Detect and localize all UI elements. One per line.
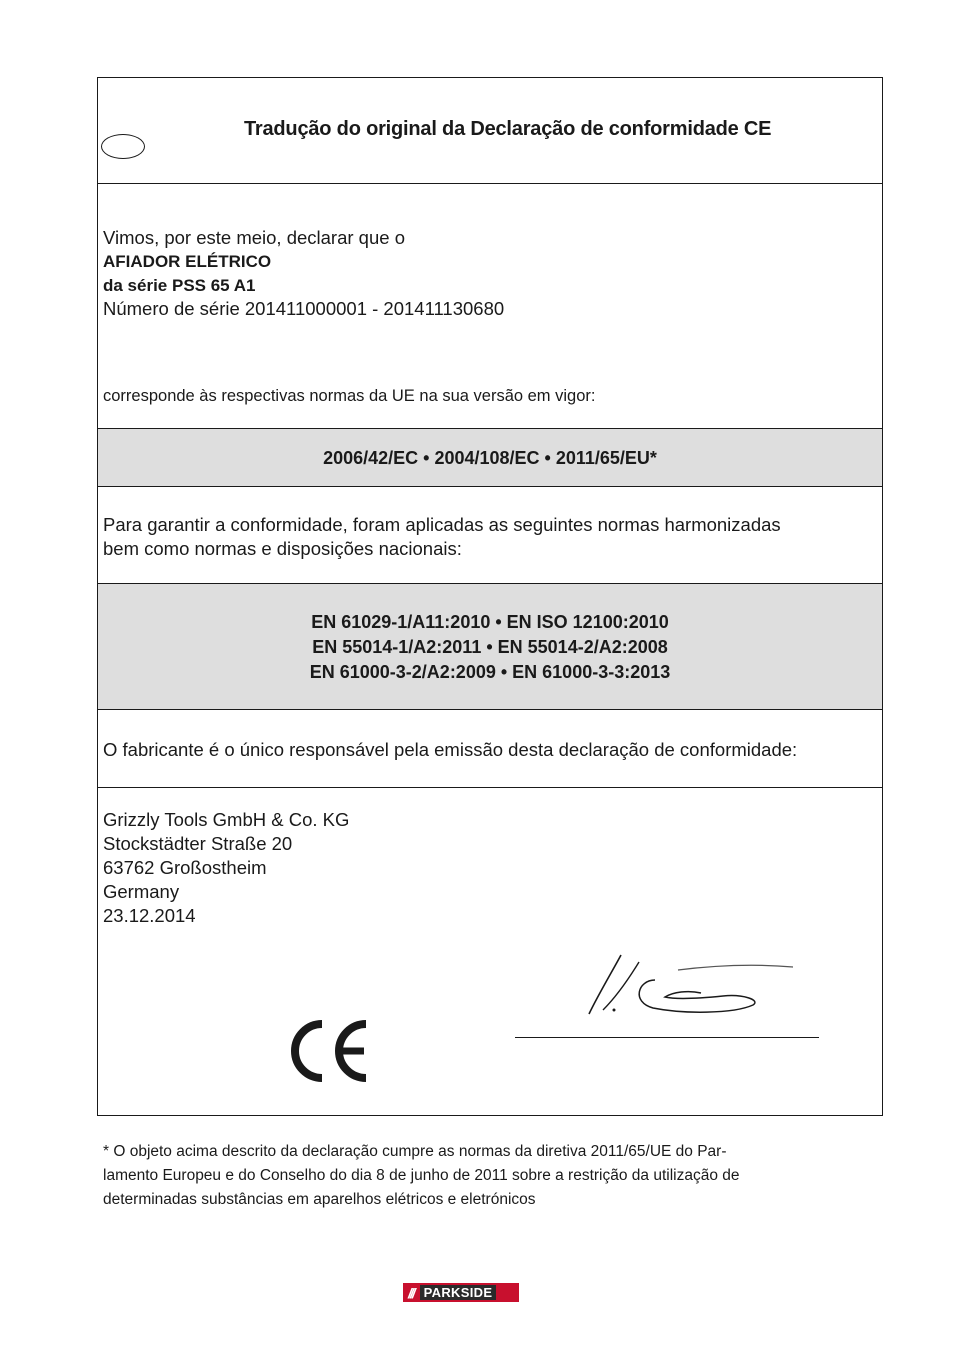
harmonized-intro-line1: Para garantir a conformidade, foram aplicadas as seguintes normas harmonizadas xyxy=(103,514,781,535)
standards-line: EN 61000-3-2/A2:2009 • EN 61000-3-3:2013 xyxy=(309,662,671,682)
harmonized-intro-section xyxy=(98,487,882,584)
page-title: Tradução do original da Declaração de conformidade CE xyxy=(244,118,772,140)
directives-section xyxy=(98,429,882,487)
ce-mark-icon xyxy=(286,1016,372,1086)
signature-image xyxy=(583,950,798,1020)
product-series: da série PSS 65 A1 xyxy=(103,276,256,295)
footnote-line: * O objeto acima descrito da declaração cumpre as normas da diretiva 2011/65/UE do Par- xyxy=(103,1143,727,1160)
serial-number: Número de série 201411000001 - 201411130680 xyxy=(103,298,505,319)
responsibility-statement: O fabricante é o único responsável pela emissão desta declaração de conformidade: xyxy=(103,739,798,760)
logo-wordmark: PARKSIDE xyxy=(420,1285,497,1300)
manufacturer-company: Grizzly Tools GmbH & Co. KG xyxy=(103,809,350,830)
directives-list: 2006/42/EC • 2004/108/EC • 2011/65/EU* xyxy=(323,448,657,468)
product-name: AFIADOR ELÉTRICO xyxy=(103,252,272,271)
logo-slashes: /// xyxy=(408,1284,414,1301)
parkside-logo xyxy=(403,1283,519,1302)
product-section xyxy=(98,184,882,429)
standards-line: EN 61029-1/A11:2010 • EN ISO 12100:2010 xyxy=(311,612,669,632)
conformity-statement: corresponde às respectivas normas da UE na sua versão em vigor: xyxy=(103,387,596,405)
declaration-date: 23.12.2014 xyxy=(103,905,196,926)
responsibility-section xyxy=(98,710,882,788)
standards-line: EN 55014-1/A2:2011 • EN 55014-2/A2:2008 xyxy=(312,637,668,657)
language-code-oval xyxy=(101,134,145,159)
footnote xyxy=(103,1140,863,1212)
declaration-frame xyxy=(97,77,883,1116)
manufacturer-street: Stockstädter Straße 20 xyxy=(103,833,293,854)
footnote-line: determinadas substâncias em aparelhos elétricos e eletrónicos xyxy=(103,1191,536,1208)
manufacturer-country: Germany xyxy=(103,881,180,902)
manufacturer-city: 63762 Großostheim xyxy=(103,857,267,878)
signature-line xyxy=(515,1037,819,1038)
declaration-intro: Vimos, por este meio, declarar que o xyxy=(103,227,405,248)
harmonized-intro-line2: bem como normas e disposições nacionais: xyxy=(103,538,462,559)
header-section xyxy=(98,78,882,184)
footnote-line: lamento Europeu e do Conselho do dia 8 de junho de 2011 sobre a restrição da utilização de xyxy=(103,1167,740,1184)
standards-section xyxy=(98,584,882,710)
